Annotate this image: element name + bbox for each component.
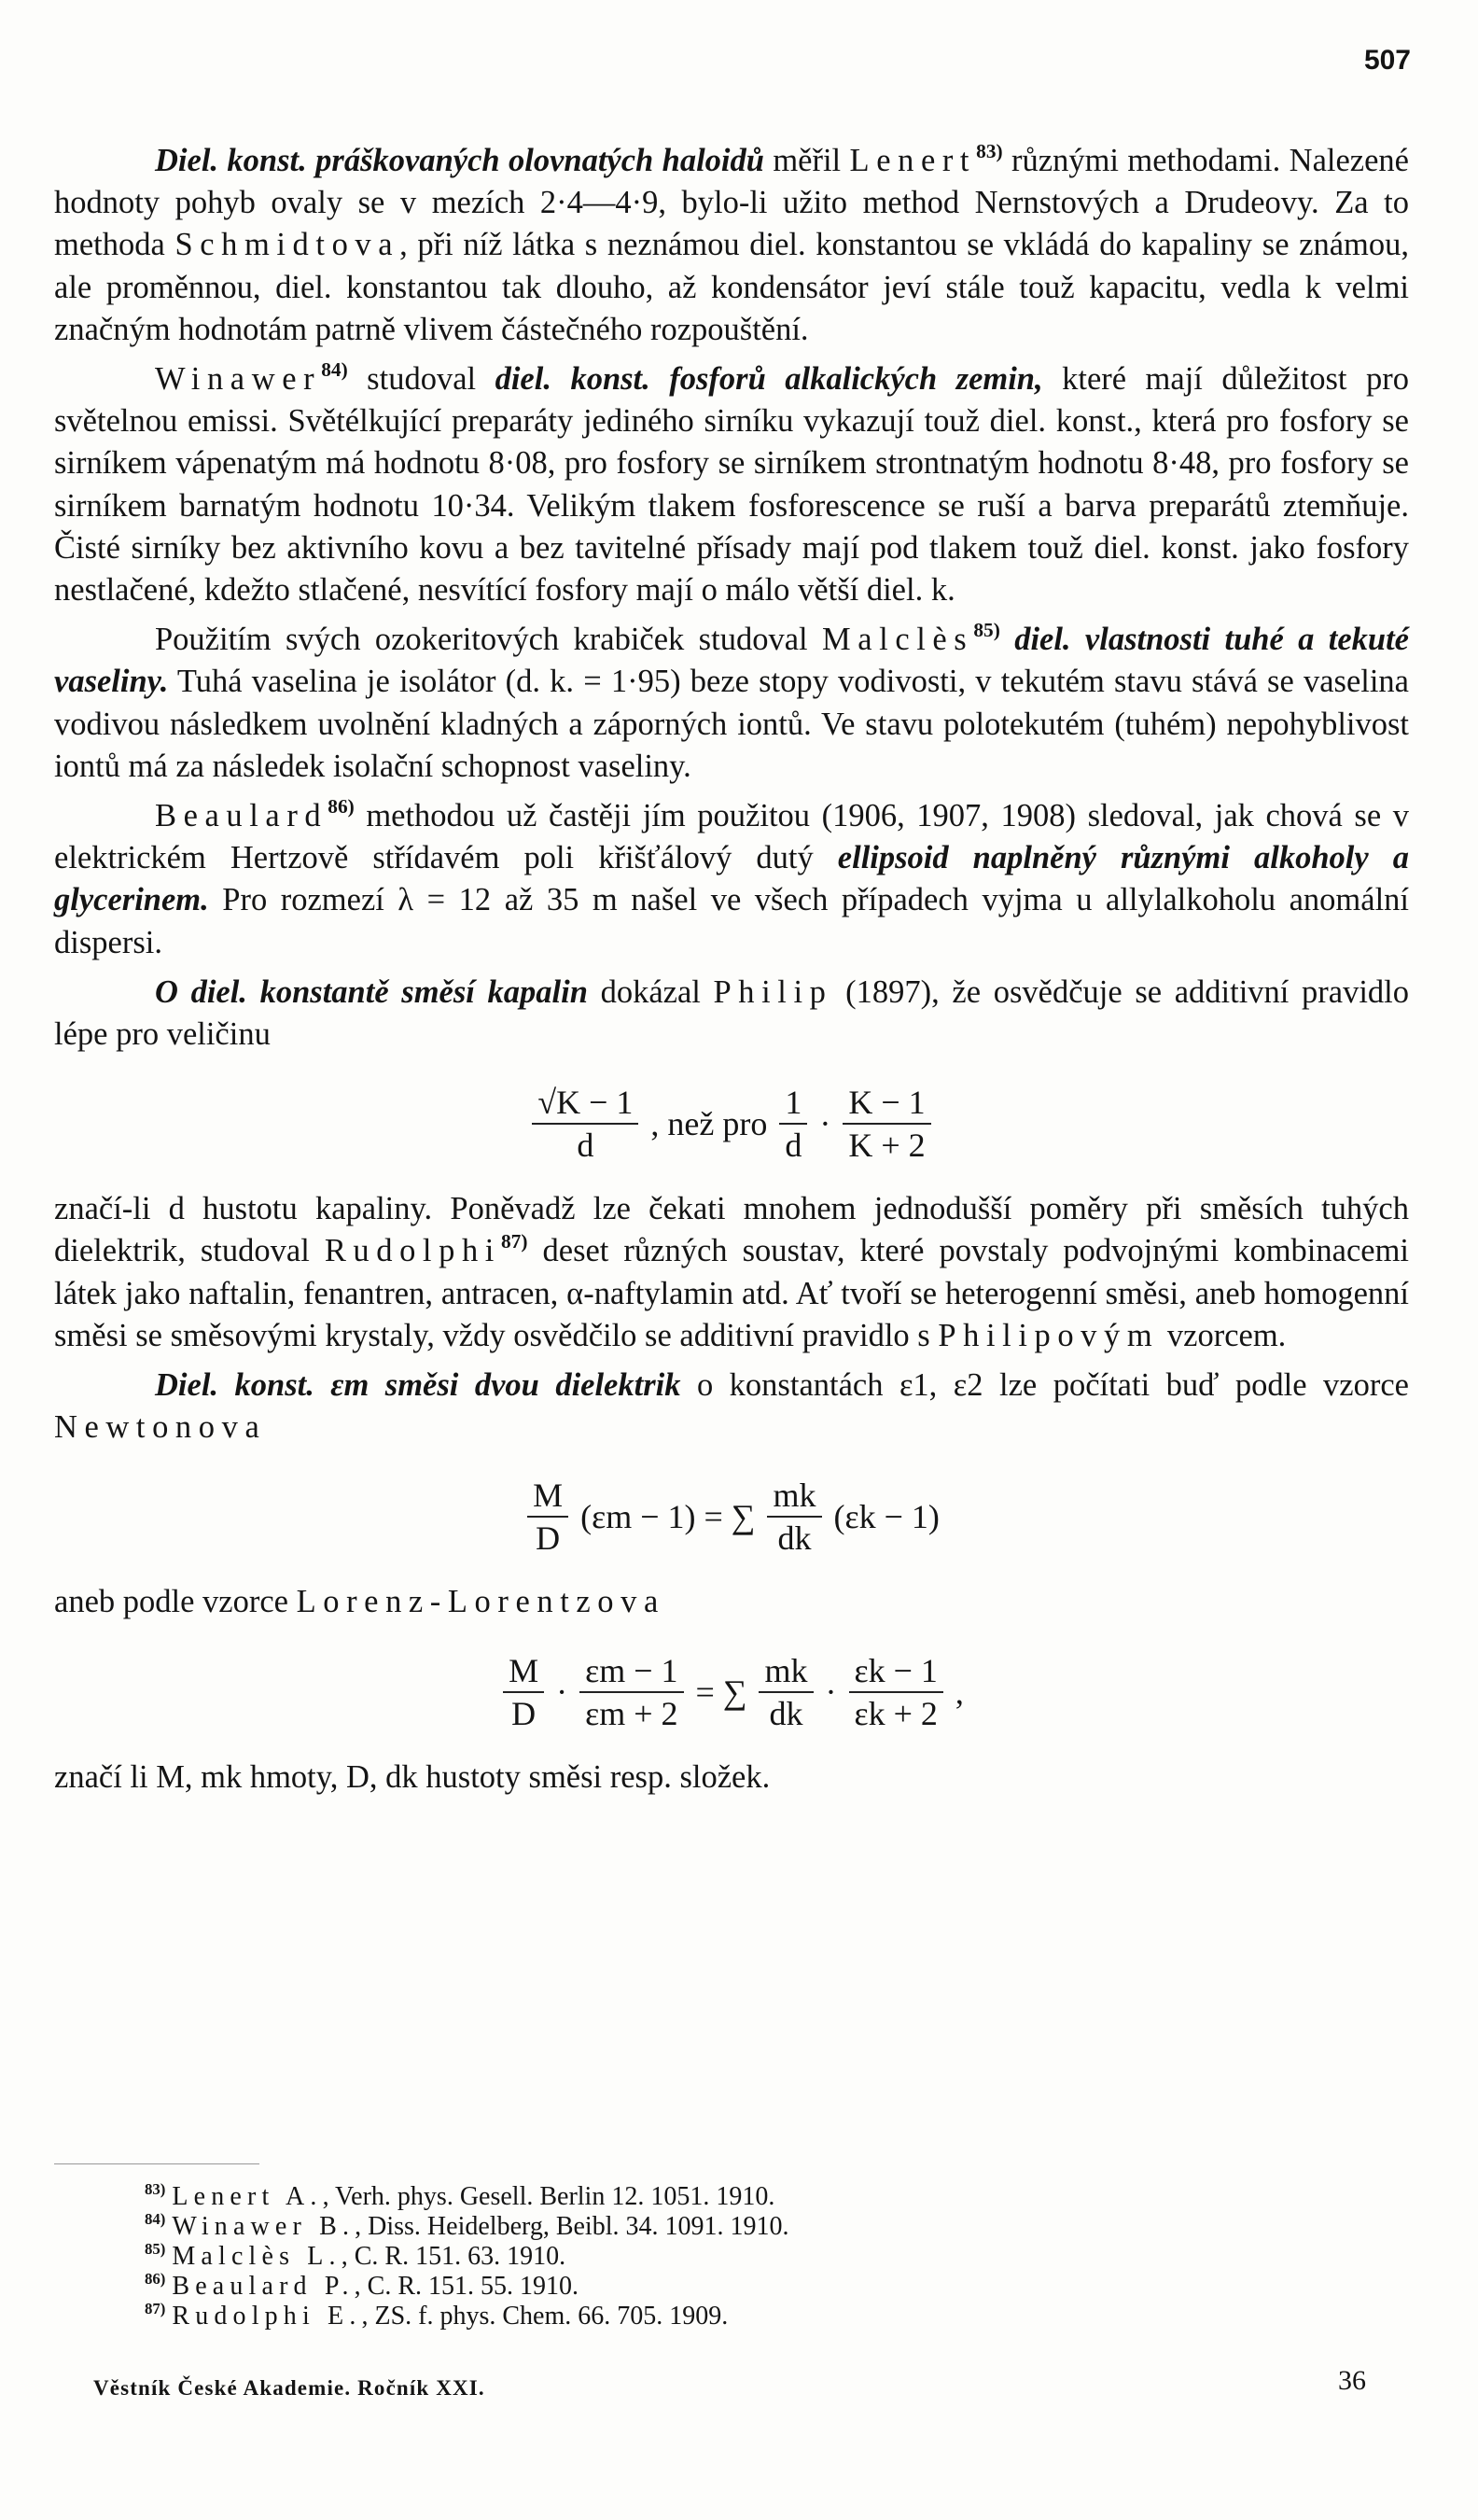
paragraph-title: O diel. konstantě směsí kapalin [155,973,588,1010]
text-run: o konstantách ε1, ε2 lze počítati buď podle vzorce [680,1367,1409,1404]
fraction [849,1652,943,1732]
formula-newton [54,1477,1409,1557]
text-run: (1897), že osvědčuje se additivní pravidlo lépe pro veličinu [54,973,1410,1053]
formula-lorenz [54,1652,1409,1732]
footnote-text: , C. R. 151. 63. 1910. [341,2242,566,2271]
fraction [527,1477,568,1557]
footnote-author: Winawer B. [172,2212,356,2241]
paragraph-closing: značí li M, mk hmoty, D, dk hustoty směsi resp. složek. [54,1758,771,1795]
paragraph-title: Diel. konst. práškovaných olovnatých haloidů [155,143,764,178]
text-run: které mají důležitost pro světelnou emissi. Světélkující preparáty jediného sirníku vykazují touž diel. konst., která pro fosfory se sirníkem vápenatým má hodnotu 8·08, pro fosfory se sirníkem strontnatým hodnotu 8·48, pro fosfory se sirníkem barnatým hodnotu 10·34. Velikým tlakem fosforescence se ruší a barva preparátů ztemňuje. Čisté sirníky bez aktivního kovu a bez tavitelné přísady mají pod tlakem touž diel. konst. jako fosfory nestlačené, kdežto stlačené, nesvítící fosfory mají o málo větší diel. k. [54,361,1409,609]
formula-text: (εk − 1) [833,1498,940,1536]
footnote-ref: 85) [973,619,1000,642]
formula-text: (εm − 1) = ∑ [580,1498,756,1536]
numerator: √K − 1 [532,1084,638,1125]
text-run: dokázal [587,973,714,1010]
denominator: K + 2 [848,1127,926,1165]
footnote-author: Beaulard P. [172,2272,355,2301]
paragraph-rudolphi [54,1188,1409,1357]
text-run: deset různých soustav, které povstaly podvojnými kombinacemi látek jako naftalin, fenantren, antracen, α-naftylamin atd. Ať tvoří se heterogenní směsi, aneb homogenní směsi se směsovými krystaly, vždy osvědčilo se additivní pravidlo s [54,1233,1409,1353]
footnote-author: Rudolphi E. [172,2302,362,2331]
text-run: Tuhá vaselina je isolátor (d. k. = 1·95) beze stopy vodivosti, v tekutém stavu stává se vaselina vodivou následkem uvolnění kladných a záporných iontů. Ve stavu polotekutém (tuhém) nepohyblivost iontů má za následek isolační schopnost vaseliny. [54,664,1409,784]
fraction [503,1652,544,1732]
fraction [767,1477,821,1557]
numerator: mk [767,1477,821,1518]
paragraph-newton [54,1365,1409,1449]
author-name: Philip [713,973,833,1010]
text-run: , při níž látka s neznámou diel. konstantou se vkládá do kapaliny se známou, ale proměnnou, diel. konstantou tak dlouho, až kondensátor jeví stále touž kapacitu, vedla k velmi značným hodnotám patrně vlivem částečného rozpouštění. [54,227,1410,347]
denominator: εm + 2 [585,1694,678,1732]
paragraph-malcles [54,619,1409,788]
text-run: Použitím svých ozokeritových krabiček studoval [155,622,822,658]
footnote-ref: 86) [328,795,355,819]
formula-text: = ∑ [695,1673,747,1711]
footnote [145,2242,1358,2272]
paragraph-title: diel. vlastnosti tuhé a tekuté vaseliny. [54,622,1409,700]
dot-operator: · [819,1105,831,1143]
footnote-number: 83) [145,2180,166,2199]
text-run: Pro rozmezí λ = 12 až 35 m našel ve všech případech vyjma u allylalkoholu anomální dispersi. [54,882,1409,960]
formula-text: , [955,1673,964,1711]
footnote-number: 86) [145,2270,166,2289]
text-run: měřil [763,143,850,178]
footnote [145,2272,1358,2302]
paragraph-lenert [54,140,1409,351]
author-name: Rudolphi [324,1233,501,1269]
author-name: Schmidtova [174,227,400,263]
footnote-ref: 83) [976,140,1003,163]
fraction [843,1084,930,1164]
footnote-text: , C. R. 151. 55. 1910. [354,2272,579,2301]
text-run: značí-li d hustotu kapaliny. Poněvadž lze čekati mnohem jednodušší poměry při směsích tuhých dielektrik, studoval [54,1191,1409,1269]
numerator: εm − 1 [579,1652,683,1693]
footnote-ref: 87) [500,1230,528,1253]
footnote-divider [54,2163,259,2164]
author-name: Lorenz-Lorentzova [296,1584,665,1620]
footnote-number: 84) [145,2210,166,2229]
sheet-number: 36 [1338,2365,1366,2396]
numerator: K − 1 [843,1084,930,1125]
paragraph-title: ellipsoid naplněný různými alkoholy a glycerinem. [54,840,1410,918]
footnotes [145,2182,1358,2331]
numerator: M [527,1477,568,1518]
author-name: Philipovým [938,1317,1160,1353]
dot-operator: · [825,1673,837,1711]
text-run: aneb podle vzorce [54,1584,297,1620]
text-run: různými methodami. Nalezené hodnoty pohyb ovaly se v mezích 2·4—4·9, bylo-li užito method Nernstových a Drudeovy. Za to methoda [54,143,1409,263]
fraction [759,1652,813,1732]
footnote-text: , ZS. f. phys. Chem. 66. 705. 1909. [361,2302,729,2331]
author-name: Malclès [821,622,974,658]
footnote-number: 85) [145,2240,166,2259]
paragraph-philip [54,972,1409,1056]
fraction [779,1084,807,1164]
paragraph-title: Diel. konst. εm směsi dvou dielektrik [155,1367,681,1404]
dot-operator: · [556,1673,568,1711]
main-text [54,140,1409,1806]
denominator: d [577,1127,594,1165]
footnote-author: Lenert A. [172,2182,323,2211]
text-run: vzorcem. [1159,1317,1287,1353]
footnote-author: Malclès L. [172,2242,342,2271]
footnote [145,2212,1358,2242]
numerator: εk − 1 [849,1652,943,1693]
paragraph-winawer [54,358,1409,611]
numerator: M [503,1652,544,1693]
numerator: mk [759,1652,813,1693]
footnote [145,2182,1358,2212]
paragraph-beaulard [54,795,1409,964]
footnote-text: , Diss. Heidelberg, Beibl. 34. 1091. 1910. [355,2212,789,2241]
denominator: D [536,1519,561,1558]
denominator: d [785,1127,802,1165]
denominator: εk + 2 [854,1694,938,1732]
journal-line: Věstník České Akademie. Ročník XXI. [93,2376,485,2400]
footnote [145,2302,1358,2331]
author-name: Newtonova [54,1409,267,1446]
denominator: dk [769,1694,803,1732]
denominator: dk [777,1519,812,1558]
fraction [579,1652,683,1732]
author-name: Lenert [849,143,977,178]
numerator: 1 [779,1084,807,1125]
text-run: methodou už častěji jím použitou (1906, 1907, 1908) sledoval, jak chová se v elektrickém Hertzově střídavém poli křišťálový dutý [54,798,1409,876]
fraction [532,1084,638,1164]
paragraph-lorenz [54,1581,1409,1623]
paragraph-title: diel. konst. fosforů alkalických zemin, [495,361,1043,398]
formula-philip [54,1084,1409,1164]
footnote-text: , Verh. phys. Gesell. Berlin 12. 1051. 1910. [322,2182,775,2211]
denominator: D [511,1694,537,1732]
author-name: Beaulard [155,798,328,834]
page-number: 507 [1363,45,1411,76]
footnote-number: 87) [145,2300,166,2318]
formula-text: , než pro [650,1105,768,1143]
text-run: studoval [347,361,495,398]
author-name: Winawer [155,361,322,398]
footnote-ref: 84) [321,358,348,382]
